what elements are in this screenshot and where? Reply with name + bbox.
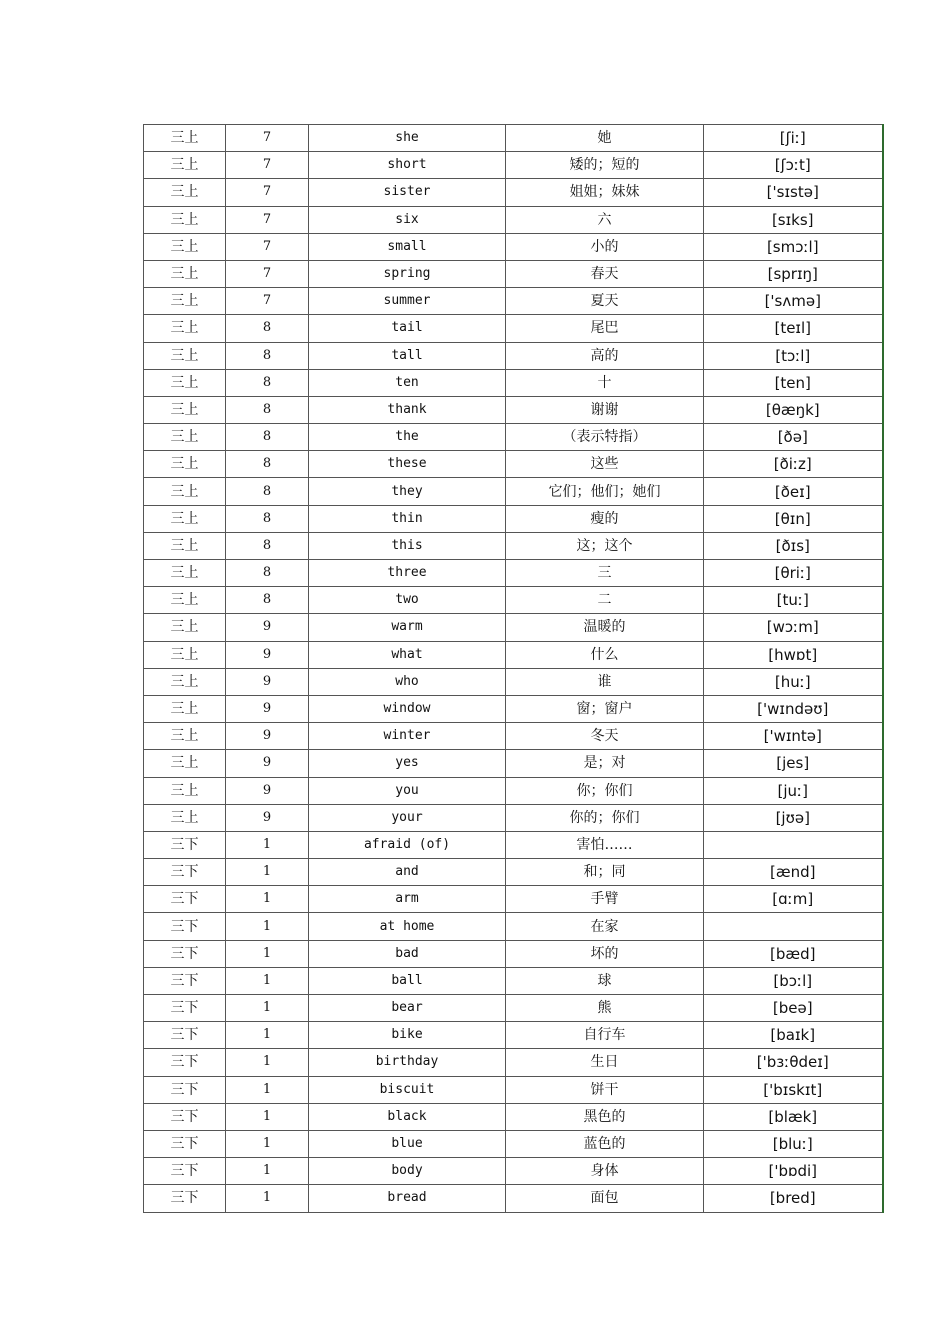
word-cell: the [309, 424, 506, 451]
phonetic-cell: [ten] [704, 369, 883, 396]
word-cell: ten [309, 369, 506, 396]
grade-cell: 三下 [144, 940, 226, 967]
table-row [144, 179, 883, 206]
grade-cell: 三上 [144, 560, 226, 587]
phonetic-cell: [θɪn] [704, 505, 883, 532]
word-cell: body [309, 1158, 506, 1185]
word-cell: spring [309, 260, 506, 287]
unit-cell: 7 [226, 288, 309, 315]
grade-cell: 三上 [144, 152, 226, 179]
phonetic-cell: [jes] [704, 750, 883, 777]
meaning-cell: 温暖的 [506, 614, 704, 641]
meaning-cell: 瘦的 [506, 505, 704, 532]
phonetic-cell: [bæd] [704, 940, 883, 967]
phonetic-cell: [ʃiː] [704, 125, 883, 152]
unit-cell: 8 [226, 342, 309, 369]
table-row [144, 505, 883, 532]
meaning-cell: 夏天 [506, 288, 704, 315]
table-row [144, 723, 883, 750]
unit-cell: 1 [226, 940, 309, 967]
word-cell: bike [309, 1022, 506, 1049]
grade-cell: 三上 [144, 723, 226, 750]
table-row [144, 342, 883, 369]
meaning-cell: 她 [506, 125, 704, 152]
table-row [144, 695, 883, 722]
grade-cell: 三下 [144, 913, 226, 940]
table-row [144, 451, 883, 478]
phonetic-cell: [ʃɔːt] [704, 152, 883, 179]
word-cell: at home [309, 913, 506, 940]
unit-cell: 7 [226, 260, 309, 287]
word-cell: tall [309, 342, 506, 369]
unit-cell: 9 [226, 804, 309, 831]
unit-cell: 8 [226, 451, 309, 478]
unit-cell: 9 [226, 614, 309, 641]
grade-cell: 三上 [144, 478, 226, 505]
meaning-cell: 春天 [506, 260, 704, 287]
meaning-cell: 窗；窗户 [506, 695, 704, 722]
phonetic-cell: [ænd] [704, 859, 883, 886]
meaning-cell: 生日 [506, 1049, 704, 1076]
grade-cell: 三上 [144, 668, 226, 695]
phonetic-cell: [baɪk] [704, 1022, 883, 1049]
phonetic-cell: ['sʌmə] [704, 288, 883, 315]
unit-cell: 7 [226, 152, 309, 179]
unit-cell: 8 [226, 478, 309, 505]
word-cell: biscuit [309, 1076, 506, 1103]
meaning-cell: 十 [506, 369, 704, 396]
word-cell: winter [309, 723, 506, 750]
unit-cell: 1 [226, 1103, 309, 1130]
grade-cell: 三上 [144, 614, 226, 641]
meaning-cell: 姐姐；妹妹 [506, 179, 704, 206]
grade-cell: 三上 [144, 777, 226, 804]
meaning-cell: 尾巴 [506, 315, 704, 342]
meaning-cell: 六 [506, 206, 704, 233]
meaning-cell: 和；同 [506, 859, 704, 886]
table-row [144, 233, 883, 260]
phonetic-cell: [huː] [704, 668, 883, 695]
unit-cell: 9 [226, 723, 309, 750]
grade-cell: 三下 [144, 831, 226, 858]
word-cell: bread [309, 1185, 506, 1212]
word-cell: window [309, 695, 506, 722]
unit-cell: 1 [226, 913, 309, 940]
phonetic-cell [704, 913, 883, 940]
word-cell: bear [309, 995, 506, 1022]
table-row [144, 1103, 883, 1130]
unit-cell: 1 [226, 859, 309, 886]
grade-cell: 三下 [144, 1158, 226, 1185]
table-row [144, 859, 883, 886]
grade-cell: 三下 [144, 1076, 226, 1103]
table-row [144, 260, 883, 287]
phonetic-cell: [bɔːl] [704, 967, 883, 994]
table-row [144, 940, 883, 967]
meaning-cell: 身体 [506, 1158, 704, 1185]
table-row [144, 1049, 883, 1076]
grade-cell: 三上 [144, 260, 226, 287]
unit-cell: 9 [226, 777, 309, 804]
unit-cell: 8 [226, 369, 309, 396]
unit-cell: 8 [226, 396, 309, 423]
meaning-cell: 蓝色的 [506, 1130, 704, 1157]
meaning-cell: 黑色的 [506, 1103, 704, 1130]
unit-cell: 1 [226, 831, 309, 858]
unit-cell: 9 [226, 668, 309, 695]
meaning-cell: 这些 [506, 451, 704, 478]
table-row [144, 1158, 883, 1185]
meaning-cell: 面包 [506, 1185, 704, 1212]
word-cell: she [309, 125, 506, 152]
word-cell: you [309, 777, 506, 804]
meaning-cell: 它们；他们；她们 [506, 478, 704, 505]
table-row [144, 560, 883, 587]
word-cell: two [309, 587, 506, 614]
unit-cell: 8 [226, 505, 309, 532]
table-row [144, 886, 883, 913]
unit-cell: 1 [226, 1076, 309, 1103]
meaning-cell: 自行车 [506, 1022, 704, 1049]
unit-cell: 7 [226, 179, 309, 206]
phonetic-cell: [jʊə] [704, 804, 883, 831]
phonetic-cell: ['wɪntə] [704, 723, 883, 750]
table-row [144, 995, 883, 1022]
grade-cell: 三上 [144, 532, 226, 559]
table-row [144, 1076, 883, 1103]
table-row [144, 396, 883, 423]
grade-cell: 三下 [144, 1022, 226, 1049]
word-cell: this [309, 532, 506, 559]
unit-cell: 8 [226, 587, 309, 614]
table-row [144, 913, 883, 940]
table-row [144, 315, 883, 342]
meaning-cell: 谁 [506, 668, 704, 695]
phonetic-cell: [θriː] [704, 560, 883, 587]
word-cell: sister [309, 179, 506, 206]
phonetic-cell: [ðɪs] [704, 532, 883, 559]
table-row [144, 804, 883, 831]
phonetic-cell: ['wɪndəʊ] [704, 695, 883, 722]
meaning-cell: 是；对 [506, 750, 704, 777]
word-cell: ball [309, 967, 506, 994]
meaning-cell: 坏的 [506, 940, 704, 967]
grade-cell: 三上 [144, 750, 226, 777]
table-row [144, 478, 883, 505]
meaning-cell: 冬天 [506, 723, 704, 750]
table-row [144, 206, 883, 233]
grade-cell: 三上 [144, 424, 226, 451]
unit-cell: 1 [226, 886, 309, 913]
word-cell: and [309, 859, 506, 886]
table-row [144, 967, 883, 994]
phonetic-cell: [ðeɪ] [704, 478, 883, 505]
table-row [144, 152, 883, 179]
table-row [144, 369, 883, 396]
table-row [144, 641, 883, 668]
grade-cell: 三上 [144, 315, 226, 342]
phonetic-cell: [beə] [704, 995, 883, 1022]
meaning-cell: 二 [506, 587, 704, 614]
unit-cell: 1 [226, 995, 309, 1022]
word-cell: birthday [309, 1049, 506, 1076]
table-row [144, 1022, 883, 1049]
grade-cell: 三上 [144, 179, 226, 206]
unit-cell: 1 [226, 1049, 309, 1076]
meaning-cell: 高的 [506, 342, 704, 369]
table-row [144, 424, 883, 451]
phonetic-cell: [sɪks] [704, 206, 883, 233]
word-cell: small [309, 233, 506, 260]
word-cell: blue [309, 1130, 506, 1157]
grade-cell: 三下 [144, 1103, 226, 1130]
meaning-cell: 矮的；短的 [506, 152, 704, 179]
phonetic-cell: [sprɪŋ] [704, 260, 883, 287]
grade-cell: 三上 [144, 206, 226, 233]
word-cell: six [309, 206, 506, 233]
word-cell: they [309, 478, 506, 505]
table-row [144, 777, 883, 804]
table-row [144, 1130, 883, 1157]
meaning-cell: 熊 [506, 995, 704, 1022]
word-cell: thank [309, 396, 506, 423]
unit-cell: 9 [226, 750, 309, 777]
phonetic-cell: [bred] [704, 1185, 883, 1212]
grade-cell: 三上 [144, 233, 226, 260]
vocabulary-table [143, 124, 884, 1213]
phonetic-cell: [ɑːm] [704, 886, 883, 913]
word-cell: thin [309, 505, 506, 532]
unit-cell: 8 [226, 315, 309, 342]
table-row [144, 750, 883, 777]
grade-cell: 三下 [144, 1130, 226, 1157]
vocabulary-table-body [144, 125, 883, 1213]
meaning-cell: （表示特指） [506, 424, 704, 451]
word-cell: three [309, 560, 506, 587]
word-cell: these [309, 451, 506, 478]
unit-cell: 1 [226, 1158, 309, 1185]
phonetic-cell: [smɔːl] [704, 233, 883, 260]
grade-cell: 三上 [144, 804, 226, 831]
phonetic-cell: [juː] [704, 777, 883, 804]
meaning-cell: 什么 [506, 641, 704, 668]
phonetic-cell: [wɔːm] [704, 614, 883, 641]
unit-cell: 9 [226, 641, 309, 668]
word-cell: your [309, 804, 506, 831]
unit-cell: 9 [226, 695, 309, 722]
meaning-cell: 你；你们 [506, 777, 704, 804]
meaning-cell: 你的；你们 [506, 804, 704, 831]
meaning-cell: 球 [506, 967, 704, 994]
meaning-cell: 害怕…… [506, 831, 704, 858]
phonetic-cell: [ðə] [704, 424, 883, 451]
grade-cell: 三下 [144, 859, 226, 886]
grade-cell: 三下 [144, 967, 226, 994]
word-cell: summer [309, 288, 506, 315]
table-row [144, 668, 883, 695]
unit-cell: 1 [226, 1022, 309, 1049]
phonetic-cell [704, 831, 883, 858]
unit-cell: 8 [226, 560, 309, 587]
grade-cell: 三上 [144, 505, 226, 532]
word-cell: tail [309, 315, 506, 342]
grade-cell: 三上 [144, 369, 226, 396]
grade-cell: 三上 [144, 125, 226, 152]
meaning-cell: 饼干 [506, 1076, 704, 1103]
word-cell: what [309, 641, 506, 668]
phonetic-cell: ['bɪskɪt] [704, 1076, 883, 1103]
unit-cell: 1 [226, 1130, 309, 1157]
unit-cell: 8 [226, 424, 309, 451]
grade-cell: 三上 [144, 451, 226, 478]
table-row [144, 587, 883, 614]
word-cell: yes [309, 750, 506, 777]
meaning-cell: 小的 [506, 233, 704, 260]
grade-cell: 三上 [144, 396, 226, 423]
unit-cell: 1 [226, 967, 309, 994]
unit-cell: 7 [226, 206, 309, 233]
phonetic-cell: ['bɜːθdeɪ] [704, 1049, 883, 1076]
phonetic-cell: [hwɒt] [704, 641, 883, 668]
table-row [144, 532, 883, 559]
meaning-cell: 三 [506, 560, 704, 587]
phonetic-cell: [tuː] [704, 587, 883, 614]
grade-cell: 三下 [144, 995, 226, 1022]
phonetic-cell: ['bɒdi] [704, 1158, 883, 1185]
phonetic-cell: [tɔːl] [704, 342, 883, 369]
grade-cell: 三上 [144, 587, 226, 614]
meaning-cell: 这；这个 [506, 532, 704, 559]
word-cell: arm [309, 886, 506, 913]
phonetic-cell: [blæk] [704, 1103, 883, 1130]
meaning-cell: 手臂 [506, 886, 704, 913]
word-cell: afraid (of) [309, 831, 506, 858]
grade-cell: 三下 [144, 1049, 226, 1076]
word-cell: bad [309, 940, 506, 967]
phonetic-cell: ['sɪstə] [704, 179, 883, 206]
unit-cell: 8 [226, 532, 309, 559]
word-cell: who [309, 668, 506, 695]
grade-cell: 三下 [144, 1185, 226, 1212]
word-cell: black [309, 1103, 506, 1130]
grade-cell: 三上 [144, 342, 226, 369]
grade-cell: 三上 [144, 641, 226, 668]
unit-cell: 7 [226, 125, 309, 152]
grade-cell: 三下 [144, 886, 226, 913]
word-cell: short [309, 152, 506, 179]
table-row [144, 125, 883, 152]
phonetic-cell: [ðiːz] [704, 451, 883, 478]
table-row [144, 614, 883, 641]
meaning-cell: 在家 [506, 913, 704, 940]
phonetic-cell: [teɪl] [704, 315, 883, 342]
meaning-cell: 谢谢 [506, 396, 704, 423]
grade-cell: 三上 [144, 695, 226, 722]
table-row [144, 1185, 883, 1212]
word-cell: warm [309, 614, 506, 641]
unit-cell: 7 [226, 233, 309, 260]
phonetic-cell: [θæŋk] [704, 396, 883, 423]
phonetic-cell: [bluː] [704, 1130, 883, 1157]
unit-cell: 1 [226, 1185, 309, 1212]
table-row [144, 288, 883, 315]
table-row [144, 831, 883, 858]
grade-cell: 三上 [144, 288, 226, 315]
